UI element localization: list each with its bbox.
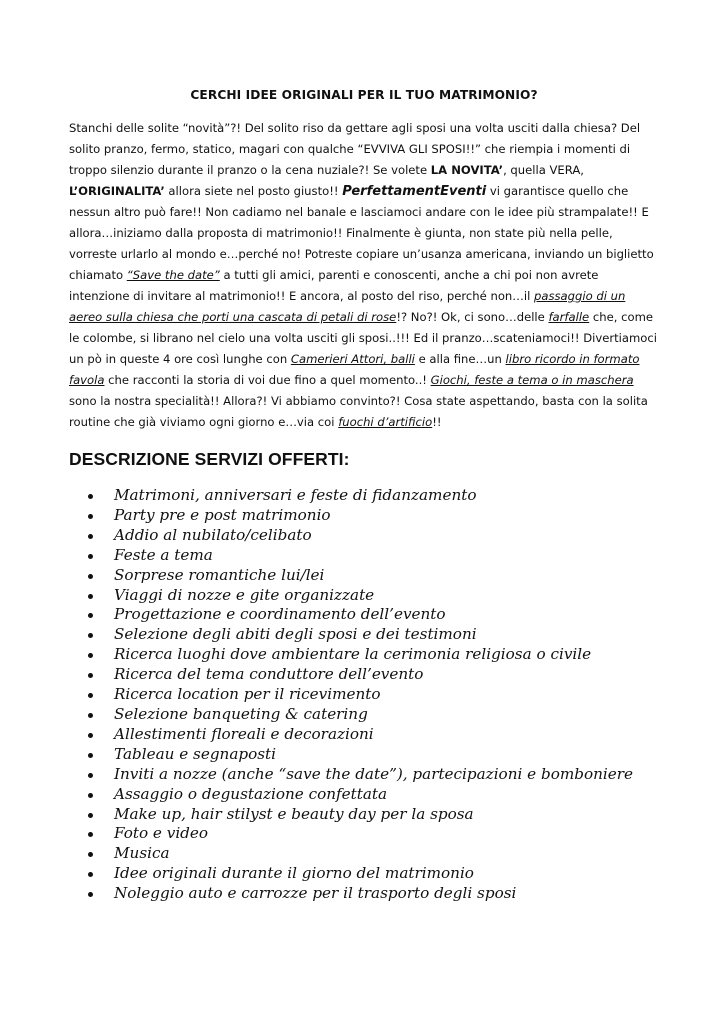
bullet-icon bbox=[88, 514, 93, 519]
bullet-icon bbox=[88, 872, 93, 877]
highlight-save-the-date: “Save the date” bbox=[126, 268, 220, 282]
intro-text: allora siete nel posto giusto!! bbox=[164, 184, 343, 198]
highlight-giochi-feste: Giochi, feste a tema o in maschera bbox=[430, 373, 634, 387]
service-list-item bbox=[69, 566, 659, 586]
service-list-item bbox=[69, 785, 659, 805]
service-list-item bbox=[69, 725, 659, 745]
intro-text: vi garantisce quello che nessun altro può fare!! Non cadiamo nel banale e lasciamoci andare con le idee più strampalate!! E allora…iniziamo dalla proposta di matrimonio!! Finalmente è giunta, non state più nella pelle, vorreste urlarlo al mondo e…perché no! Potreste copiare un’usanza americana, inviando un biglietto chiamato bbox=[69, 184, 654, 282]
service-label: Matrimoni, anniversari e feste di fidanzamento bbox=[114, 486, 477, 504]
bullet-icon bbox=[88, 594, 93, 599]
services-heading: DESCRIZIONE SERVIZI OFFERTI: bbox=[69, 449, 350, 469]
intro-text: che, come le colombe, si librano nel cielo una volta usciti gli sposi..!!! Ed il pranzo…scateniamoci!! Divertiamoci un pò in queste 4 ore così lunghe con bbox=[69, 310, 657, 366]
brand-name: PerfettamentEventi bbox=[342, 184, 487, 199]
intro-bold-novita: LA NOVITA’ bbox=[430, 163, 504, 177]
bullet-icon bbox=[88, 554, 93, 559]
service-label: Selezione degli abiti degli sposi e dei testimoni bbox=[114, 625, 477, 644]
service-label: Ricerca location per il ricevimento bbox=[114, 685, 381, 704]
service-list-item bbox=[69, 605, 659, 625]
highlight-farfalle: farfalle bbox=[548, 310, 590, 324]
service-label: Feste a tema bbox=[114, 545, 213, 564]
service-list-item bbox=[69, 506, 659, 526]
intro-text: , quella VERA, bbox=[503, 163, 584, 177]
service-label: Assaggio o degustazione confettata bbox=[114, 784, 388, 803]
highlight-libro-ricordo: libro ricordo in formato favola bbox=[69, 352, 640, 387]
bullet-icon bbox=[88, 852, 93, 857]
service-list-item bbox=[69, 765, 659, 785]
service-list-item bbox=[69, 884, 659, 904]
bullet-icon bbox=[88, 753, 93, 758]
intro-text: sono la nostra specialità!! Allora?! Vi abbiamo convinto?! Cosa state aspettando, basta con la solita routine che già viviamo ogni giorno e…via coi bbox=[69, 394, 648, 429]
bullet-icon bbox=[88, 832, 93, 837]
document-title: CERCHI IDEE ORIGINALI PER IL TUO MATRIMONIO? bbox=[190, 88, 538, 102]
bullet-icon bbox=[88, 713, 93, 718]
bullet-icon bbox=[88, 574, 93, 579]
bullet-icon bbox=[88, 613, 93, 618]
bullet-icon bbox=[88, 534, 93, 539]
intro-text: Stanchi delle solite “novità”?! Del solito riso da gettare agli sposi una volta usciti dalla chiesa? Del solito pranzo, fermo, statico, magari con qualche “EVVIVA GLI SPOSI!!” che riempia i momenti di troppo silenzio durante il pranzo o la cena nuziale?! Se volete bbox=[69, 121, 641, 177]
highlight-aereo-petali: passaggio di un aereo sulla chiesa che porti una cascata di petali di rose bbox=[69, 289, 626, 324]
service-label: Viaggi di nozze e gite organizzate bbox=[114, 585, 375, 604]
bullet-icon bbox=[88, 773, 93, 778]
service-label: Inviti a nozze (anche “save the date”), partecipazioni e bomboniere bbox=[114, 764, 633, 783]
bullet-icon bbox=[88, 653, 93, 658]
intro-bold-originalita: L’ORIGINALITA’ bbox=[69, 184, 165, 198]
service-label: Noleggio auto e carrozze per il trasporto degli sposi bbox=[114, 884, 517, 903]
services-list bbox=[69, 486, 659, 904]
service-label: Idee originali durante il giorno del matrimonio bbox=[114, 864, 474, 883]
service-label: Musica bbox=[114, 844, 170, 863]
service-label: Selezione banqueting & catering bbox=[114, 704, 368, 723]
service-label: Foto e video bbox=[114, 824, 209, 843]
service-list-item bbox=[69, 586, 659, 606]
service-list-item bbox=[69, 625, 659, 645]
bullet-icon bbox=[88, 892, 93, 897]
bullet-icon bbox=[88, 733, 93, 738]
service-list-item bbox=[69, 705, 659, 725]
service-list-item bbox=[69, 864, 659, 884]
service-list-item bbox=[69, 824, 659, 844]
intro-text: e alla fine…un bbox=[414, 352, 506, 366]
intro-text: che racconti la storia di voi due fino a quel momento..! bbox=[104, 373, 431, 387]
intro-text: !? No?! Ok, ci sono…delle bbox=[396, 310, 549, 324]
service-list-item bbox=[69, 665, 659, 685]
service-list-item bbox=[69, 486, 659, 506]
highlight-fuochi: fuochi d’artificio bbox=[338, 415, 433, 429]
bullet-icon bbox=[88, 673, 93, 678]
bullet-icon bbox=[88, 813, 93, 818]
intro-text: a tutti gli amici, parenti e conoscenti, anche a chi poi non avrete intenzione di invitare al matrimonio!! E ancora, al posto del riso, perché non…il bbox=[69, 268, 599, 303]
service-label: Addio al nubilato/celibato bbox=[114, 525, 312, 544]
bullet-icon bbox=[88, 633, 93, 638]
service-list-item bbox=[69, 805, 659, 825]
intro-text: !! bbox=[432, 415, 442, 429]
bullet-icon bbox=[88, 494, 93, 499]
service-list-item bbox=[69, 745, 659, 765]
service-label: Ricerca del tema conduttore dell’evento bbox=[114, 665, 424, 684]
highlight-camerieri-attori: Camerieri Attori, balli bbox=[290, 352, 415, 366]
service-list-item bbox=[69, 645, 659, 665]
service-label: Make up, hair stilyst e beauty day per la sposa bbox=[114, 804, 474, 823]
service-label: Ricerca luoghi dove ambientare la cerimonia religiosa o civile bbox=[114, 645, 592, 664]
service-label: Progettazione e coordinamento dell’evento bbox=[114, 605, 446, 624]
intro-paragraph bbox=[69, 118, 659, 433]
bullet-icon bbox=[88, 693, 93, 698]
bullet-icon bbox=[88, 793, 93, 798]
service-label: Tableau e segnaposti bbox=[114, 744, 277, 763]
service-list-item bbox=[69, 546, 659, 566]
service-label: Sorprese romantiche lui/lei bbox=[114, 565, 325, 584]
service-label: Party pre e post matrimonio bbox=[114, 505, 331, 524]
service-list-item bbox=[69, 526, 659, 546]
service-list-item bbox=[69, 685, 659, 705]
service-label: Allestimenti floreali e decorazioni bbox=[114, 724, 374, 743]
service-list-item bbox=[69, 844, 659, 864]
